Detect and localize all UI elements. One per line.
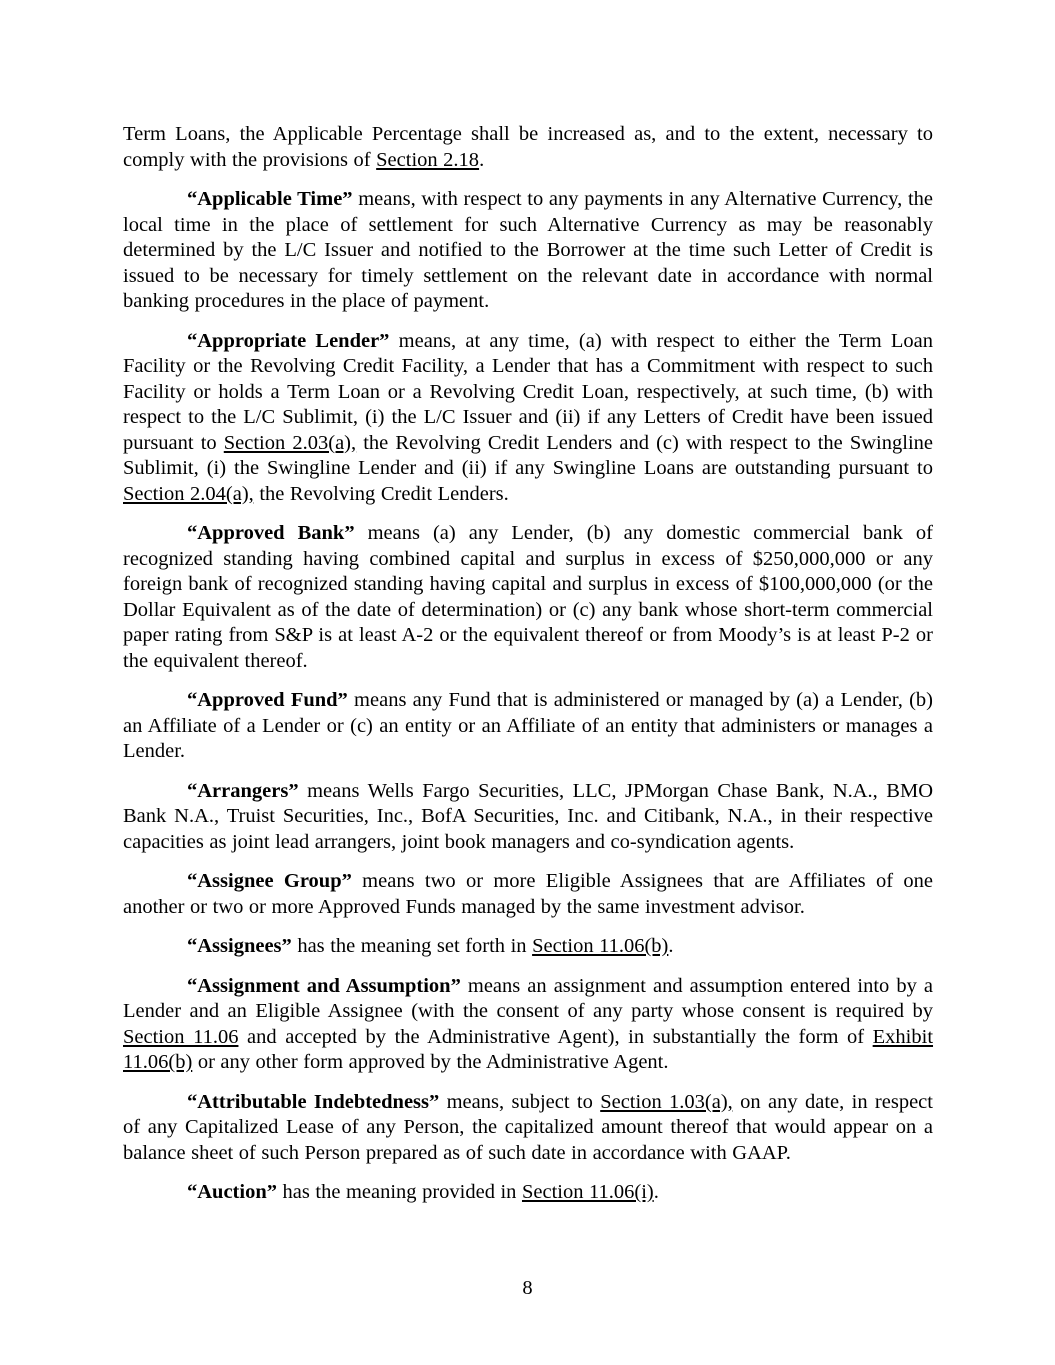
document-body [123, 122, 933, 1220]
paragraph [123, 521, 933, 674]
text-run: the Revolving Credit Lenders. [253, 482, 509, 505]
section-link[interactable]: Section 2.03(a), [223, 431, 357, 454]
paragraph [123, 1180, 933, 1206]
text-run: has the meaning set forth in [291, 935, 533, 957]
section-link[interactable]: Section 11.06 [123, 1025, 239, 1048]
paragraph [123, 869, 933, 920]
paragraph [123, 688, 933, 765]
text-run: means, at any time, (a) with respect to either the Term Loan Facility or the Revolving Credit Facility, a Lender that has a Commitment with respect to such Facility or holds a Term Loan or a Revolving Credit Loan, respectively, at such time, (b) with respect to the L/C Sublimit, (i) the L/C Issuer and (ii) if any Letters of Credit have been issued pursuant to [123, 329, 933, 454]
defined-term: “Applicable Time” [187, 188, 353, 210]
text-run: on any date, in respect of any Capitalized Lease of any Person, the capitalized amount thereof that would appear on a balance sheet of such Person prepared as of such date in accordance with GAAP. [123, 1090, 933, 1164]
paragraph [123, 934, 933, 960]
text-run: means (a) any Lender, (b) any domestic commercial bank of recognized standing having combined capital and surplus in excess of $250,000,000 or any foreign bank of recognized standing having capital and surplus in excess of $100,000,000 (or the Dollar Equivalent as of the date of determination) or (c) any bank whose short-term commercial paper rating from S&P is at least A-2 or the equivalent thereof or from Moody’s is at least P-2 or the equivalent thereof. [123, 522, 933, 672]
section-link[interactable]: Section 2.04(a), [123, 482, 254, 505]
text-run: or any other form approved by the Administrative Agent. [192, 1051, 669, 1073]
section-link[interactable]: Section 11.06(b) [532, 935, 669, 957]
defined-term: “Approved Bank” [187, 522, 355, 544]
text-run: means two or more Eligible Assignees that are Affiliates of one another or two or more Approved Funds managed by the same investment advisor. [123, 870, 933, 918]
text-run: means, subject to [439, 1090, 601, 1113]
defined-term: “Assignment and Assumption” [187, 974, 461, 997]
text-run: Term Loans, the Applicable Percentage shall be increased as, and to the extent, necessary to comply with the provisions of [123, 123, 933, 171]
paragraph [123, 1090, 933, 1167]
text-run: and accepted by the Administrative Agent), in substantially the form of [238, 1025, 873, 1048]
defined-term: “Arrangers” [187, 779, 299, 802]
defined-term: “Assignees” [187, 935, 292, 957]
paragraph [123, 187, 933, 315]
paragraph [123, 779, 933, 856]
section-link[interactable]: Section 1.03(a), [600, 1090, 733, 1113]
paragraph [123, 122, 933, 173]
defined-term: “Auction” [187, 1181, 277, 1203]
section-link[interactable]: Section 2.18 [376, 148, 480, 171]
paragraph [123, 974, 933, 1076]
text-run: the Revolving Credit Lenders and (c) with respect to the Swingline Sublimit, (i) the Swingline Lender and (ii) if any Swingline Loans are outstanding pursuant to [123, 431, 933, 479]
text-run: means any Fund that is administered or managed by (a) a Lender, (b) an Affiliate of a Lender or (c) an entity or an Affiliate of an entity that administers or manages a Lender. [123, 689, 933, 762]
text-run: . [479, 148, 485, 171]
text-run: . [668, 935, 674, 957]
defined-term: “Appropriate Lender” [187, 329, 390, 352]
defined-term: “Attributable Indebtedness” [187, 1090, 440, 1113]
defined-term: “Assignee Group” [187, 870, 352, 892]
page-number: 8 [522, 1277, 533, 1299]
paragraph [123, 329, 933, 508]
text-run: means, with respect to any payments in any Alternative Currency, the local time in the place of settlement for such Alternative Currency as may be reasonably determined by the L/C Issuer and notified to the Borrower at the time such Letter of Credit is issued to be necessary for timely settlement on the relevant date in accordance with normal banking procedures in the place of payment. [123, 188, 933, 312]
text-run: has the meaning provided in [276, 1181, 522, 1203]
text-run: . [653, 1181, 659, 1203]
text-run: means an assignment and assumption entered into by a Lender and an Eligible Assignee (with the consent of any party whose consent is required by [123, 974, 933, 1022]
section-link[interactable]: Section 11.06(i) [521, 1181, 654, 1203]
section-link[interactable]: Exhibit 11.06(b) [123, 1025, 934, 1073]
text-run: means Wells Fargo Securities, LLC, JPMorgan Chase Bank, N.A., BMO Bank N.A., Truist Securities, Inc., BofA Securities, Inc. and Citibank, N.A., in their respective capacities as joint lead arrangers, joint book managers and co-syndication agents. [123, 779, 933, 853]
defined-term: “Approved Fund” [187, 689, 348, 711]
